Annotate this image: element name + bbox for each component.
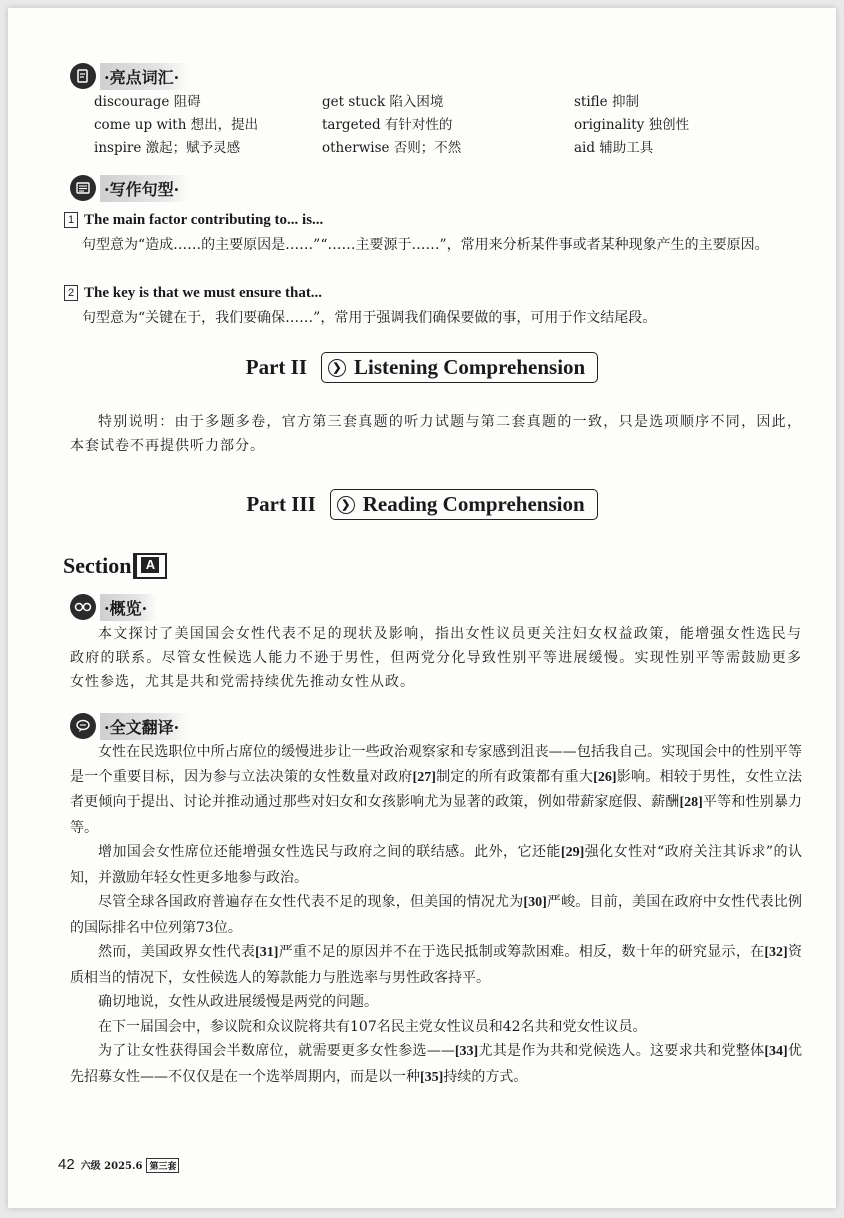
part-title: Listening Comprehension: [354, 355, 586, 379]
part-title-box: [330, 489, 598, 520]
section-heading: [63, 553, 167, 579]
translation-text: 影响。相较于男性，女性立法者更倾向于提出、讨论并推动通过那些对妇女和女孩影响尤为显著的政策，例如带薪家庭假、薪酬: [70, 768, 803, 810]
vocab-item: otherwise 否则；不然: [322, 140, 462, 156]
glasses-icon: [70, 594, 96, 620]
pattern-1: [64, 208, 804, 257]
translation-body: [70, 740, 802, 1090]
vocab-item: originality 独创性: [574, 117, 690, 133]
translation-text: 为了让女性获得国会半数席位，就需要更多女性参选——: [98, 1043, 455, 1059]
vocab-header: [70, 62, 189, 90]
translation-paragraph: [70, 840, 802, 890]
pattern-number: 1: [64, 212, 78, 228]
part-2-heading: [8, 352, 836, 383]
translation-paragraph: [70, 1039, 802, 1090]
translation-text: 尽管全球各国政府普遍存在女性代表不足的现象，但美国的情况尤为: [98, 894, 524, 910]
translation-text: 优先招募女性——不仅仅是在一个选举周期内，而是以一种: [70, 1043, 803, 1085]
translation-paragraph: [70, 890, 802, 940]
section-letter-box: [133, 553, 167, 579]
listening-note: [70, 410, 802, 458]
translation-text: 强化女性对“政府关注其诉求”的认知，并激励年轻女性更多地参与政治。: [70, 844, 802, 886]
translation-text: 持续的方式。: [443, 1068, 528, 1085]
section-word: Section: [63, 553, 132, 578]
question-marker: [33]: [454, 1044, 479, 1059]
magazine-issue: 六级 2025.6: [80, 1161, 143, 1172]
translation-header: [70, 712, 189, 740]
set-badge: 第三套: [146, 1158, 179, 1173]
writing-header-label: ·写作句型·: [100, 175, 189, 202]
translation-text: 平等和性别暴力等。: [70, 794, 803, 836]
translation-text: 女性在民选职位中所占席位的缓慢进步让一些政治观察家和专家感到沮丧——包括我自己。实现国会中的性别平等是一个重要目标，因为参与立法决策的女性数量对政府: [70, 744, 802, 785]
question-marker: [35]: [420, 1069, 444, 1085]
chevron-circle-icon: ❯: [337, 496, 355, 514]
overview-paragraph: [70, 622, 802, 694]
speech-bubble-icon: [70, 713, 96, 739]
question-marker: [31]: [255, 945, 279, 960]
vocab-item: stifle 抑制: [574, 94, 639, 110]
section-letter: A: [141, 557, 159, 573]
vocab-column-3: [574, 91, 689, 160]
translation-text: 增加国会女性席位还能增强女性选民与政府之间的联结感。此外，它还能: [98, 844, 561, 860]
pattern-title: The key is that we must ensure that...: [84, 285, 323, 301]
vocab-badge-icon: [70, 63, 96, 89]
vocab-item: discourage 阻碍: [94, 94, 201, 110]
pattern-title: The main factor contributing to... is...: [84, 212, 324, 228]
translation-text: 然而，美国政界女性代表: [98, 944, 256, 960]
part-label: Part II: [245, 355, 307, 379]
translation-paragraph: [70, 740, 802, 840]
question-marker: [34]: [764, 1044, 788, 1059]
writing-badge-icon: [70, 175, 96, 201]
part-3-heading: [8, 489, 836, 520]
pattern-number: 2: [64, 285, 78, 301]
part-title: Reading Comprehension: [362, 492, 585, 516]
vocab-column-1: [94, 91, 258, 160]
question-marker: [30]: [523, 895, 547, 910]
writing-header: [70, 174, 189, 202]
pattern-description: 句型意为“造成……的主要原因是……”“……主要源于……”，常用来分析某件事或者某种现象产生的主要原因。: [82, 236, 769, 253]
translation-text: 制定的所有政策都有重大: [435, 768, 594, 785]
question-marker: [32]: [764, 945, 788, 960]
overview-header-label: ·概览·: [100, 594, 157, 621]
translation-text: 在下一届国会中，参议院和众议院将共有107名民主党女性议员和42名共和党女性议员。: [98, 1018, 647, 1035]
page: [8, 8, 836, 1208]
pattern-description: 句型意为“关键在于，我们要确保……”，常用于强调我们确保要做的事，可用于作文结尾段。: [82, 309, 657, 326]
question-marker: [29]: [560, 845, 585, 860]
listening-note-text: 特别说明：由于多题多卷，官方第三套真题的听力试题与第二套真题的一致，只是选项顺序不同，因此，本套试卷不再提供听力部分。: [70, 414, 802, 454]
translation-paragraph: [70, 1015, 802, 1040]
vocab-header-label: ·亮点词汇·: [100, 63, 189, 90]
translation-header-label: ·全文翻译·: [100, 713, 189, 740]
vocab-item: inspire 激起；赋予灵感: [94, 140, 241, 156]
vocab-item: aid 辅助工具: [574, 140, 654, 156]
question-marker: [26]: [593, 769, 617, 785]
translation-paragraph: [70, 990, 802, 1015]
page-footer: [58, 1156, 179, 1173]
translation-text: 确切地说，女性从政进展缓慢是两党的问题。: [98, 994, 378, 1010]
overview-header: [70, 593, 157, 621]
overview-text: 本文探讨了美国国会女性代表不足的现状及影响，指出女性议员更关注妇女权益政策，能增强女性选民与政府的联系。尽管女性候选人能力不逊于男性，但两党分化导致性别平等进展缓慢。实现性别平等需鼓励更多女性参选，尤其是共和党需持续优先推动女性从政。: [70, 626, 802, 690]
part-label: Part III: [246, 492, 316, 516]
chevron-circle-icon: ❯: [328, 359, 346, 377]
part-title-box: [321, 352, 598, 383]
translation-text: 资质相当的情况下，女性候选人的筹款能力与胜选率与男性政客持平。: [70, 944, 803, 986]
translation-paragraph: [70, 940, 802, 990]
translation-text: 严峻。目前，美国在政府中女性代表比例的国际排名中位列第73位。: [70, 894, 803, 936]
vocab-item: get stuck 陷入困境: [322, 94, 444, 110]
question-marker: [28]: [679, 795, 703, 810]
page-number: 42: [58, 1156, 75, 1173]
translation-text: 严重不足的原因并不在于选民抵制或筹款困难。相反，数十年的研究显示，在: [278, 944, 765, 960]
question-marker: [27]: [412, 769, 436, 785]
vocab-column-2: [322, 91, 461, 160]
vocab-item: come up with 想出，提出: [94, 117, 259, 133]
vocab-item: targeted 有针对性的: [322, 117, 453, 133]
pattern-2: [64, 281, 804, 330]
translation-text: 尤其是作为共和党候选人。这要求共和党整体: [478, 1043, 765, 1059]
